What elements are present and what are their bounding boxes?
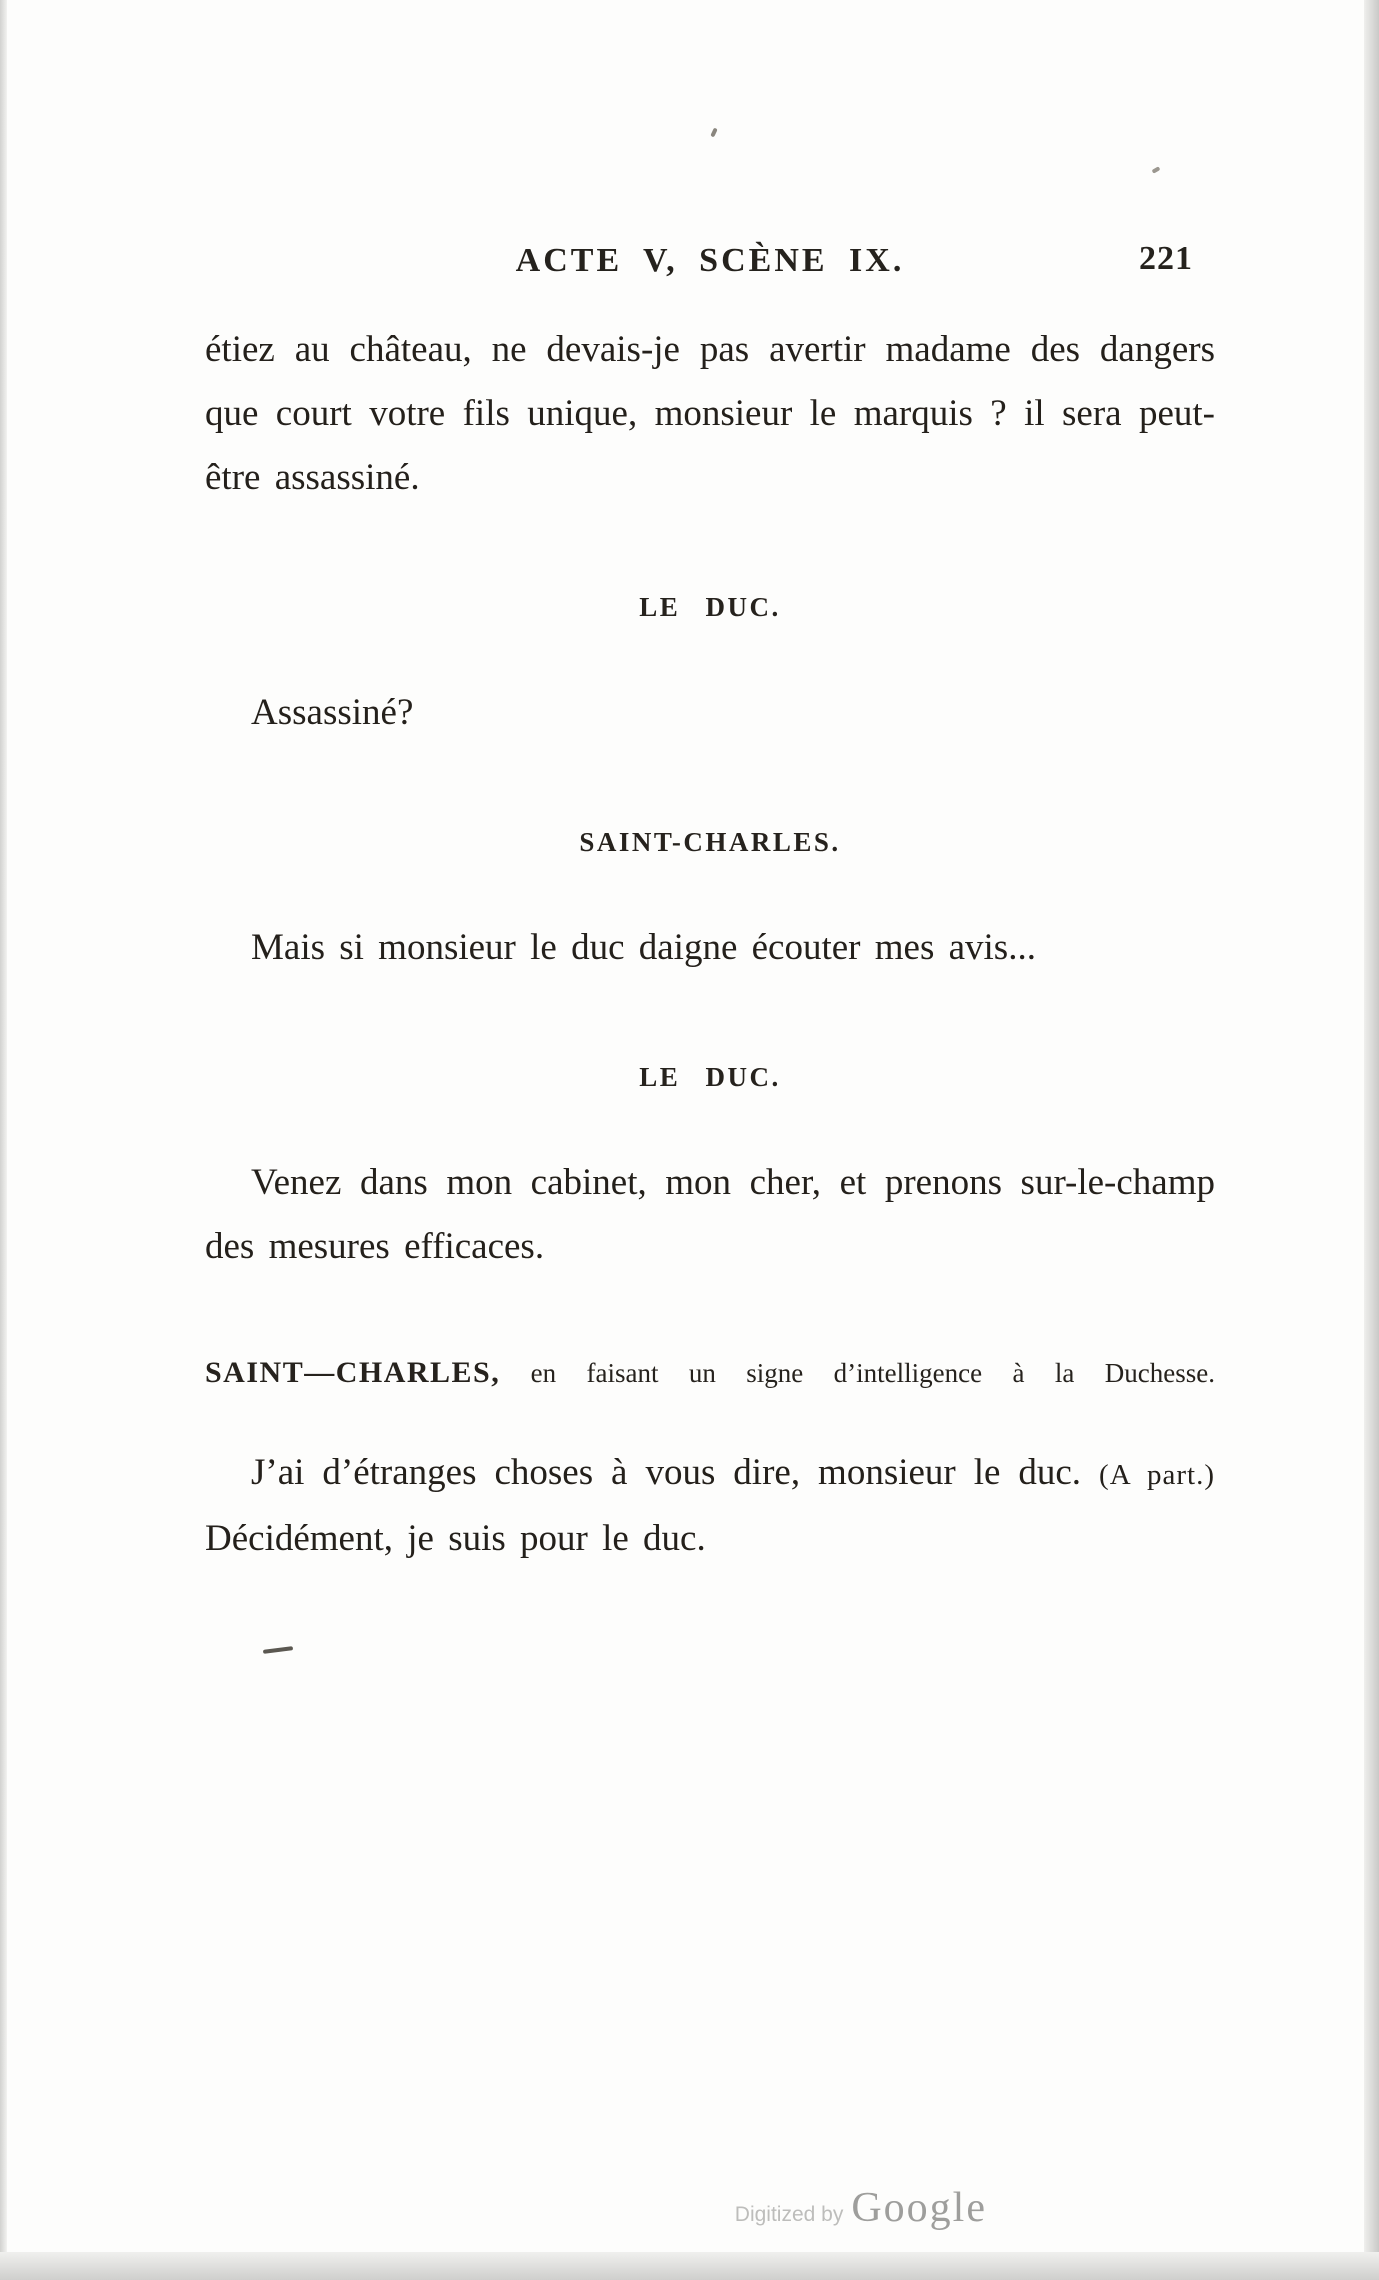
stage-direction-text: en faisant un signe d’intelligence à la Duchesse. [500,1358,1215,1388]
dialogue-lead: J’ai d’étranges choses à vous dire, monsieur le duc. [251,1452,1100,1493]
dialogue-venez: Venez dans mon cabinet, mon cher, et prenons sur-le-champ des mesures efficaces. [205,1162,1215,1267]
stage-direction-line [205,1353,1215,1393]
speaker-heading-saint-charles-1: SAINT-CHARLES. [579,827,841,857]
google-watermark [735,2184,987,2232]
dialogue-assassine: Assassiné? [251,692,414,733]
dialogue-rest: Décidément, je suis pour le duc. [205,1518,706,1559]
dialogue-jai-detranges [205,1441,1215,1571]
aside-marker: (A part.) [1099,1459,1215,1491]
speaker-heading-le-duc-1: LE DUC. [639,592,781,622]
stage-speaker: SAINT—CHARLES, [205,1356,501,1389]
google-logo: Google [851,2185,987,2231]
page-header [205,242,1215,290]
running-title: ACTE V, SCÈNE IX. [515,242,905,279]
speaker-heading-le-duc-2: LE DUC. [639,1062,781,1092]
digitized-by-label: Digitized by [734,2203,844,2226]
dialogue-mais-si: Mais si monsieur le duc daigne écouter mes avis... [251,927,1036,968]
scan-edge-left [0,0,7,2280]
text-column [205,0,1215,1571]
scan-edge-right [1364,0,1379,2280]
page-number: 221 [1139,240,1193,277]
scan-edge-bottom [0,2252,1379,2280]
scan-artifact-dash [263,1646,293,1654]
paragraph-continuation: étiez au château, ne devais-je pas avertir madame des dangers que court votre fils unique, monsieur le marquis ? il sera peut-être assassiné. [205,329,1215,498]
